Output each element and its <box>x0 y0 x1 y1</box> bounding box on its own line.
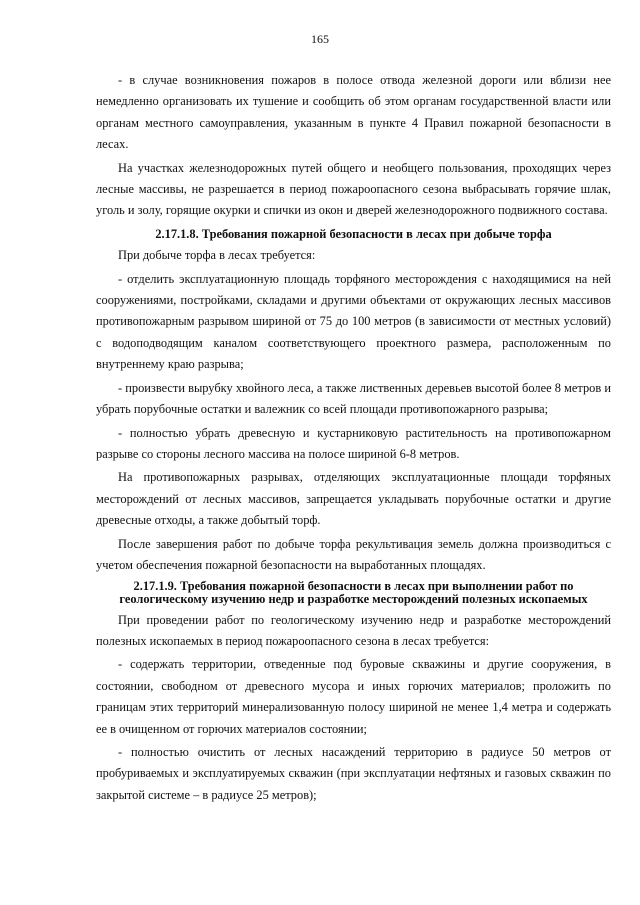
document-body <box>96 70 611 808</box>
paragraph-geology-wells: - полностью очистить от лесных насаждений территорию в радиусе 50 метров от пробуриваемых и эксплуатируемых скважин (при эксплуатации нефтяных и газовых скважин по закрытой системе – в радиусе 25 метров); <box>96 744 611 802</box>
paragraph-peat-prohibition: На противопожарных разрывах, отделяющих эксплуатационные площади торфяных месторождений от лесных массивов, запрещается укладывать порубочные остатки и другие древесные отходы, а также добытый торф. <box>96 470 611 528</box>
paragraph-geology-intro: При проведении работ по геологическому изучению недр и разработке месторождений полезных ископаемых в период пожароопасного сезона в лесах требуется: <box>96 612 611 648</box>
paragraph-geology-territories: - содержать территории, отведенные под буровые скважины и другие сооружения, в состоянии, свободном от древесного мусора и иных горючих материалов; проложить по границам этих территорий минерализованную полосу шириной не менее 1,4 метра и содержать ее в очищенном от горючих материалов состоянии; <box>96 657 611 736</box>
paragraph-peat-vegetation: - полностью убрать древесную и кустарниковую растительность на противопожарном разрыве со стороны лесного массива на полосе шириной 6-8 метров. <box>96 425 611 461</box>
section-heading-peat: 2.17.1.8. Требования пожарной безопасности в лесах при добыче торфа <box>155 226 552 241</box>
section-heading-geology: 2.17.1.9. Требования пожарной безопасности в лесах при выполнении работ по геологическому изучению недр и разработке месторождений полезных ископаемых <box>119 579 588 606</box>
paragraph-railway-restrictions: На участках железнодорожных путей общего и необщего пользования, проходящих через лесные массивы, не разрешается в период пожароопасного сезона выбрасывать горячие шлак, уголь и золу, горящие окурки и спички из окон и дверей железнодорожного подвижного состава. <box>96 160 611 218</box>
paragraph-peat-recultivation: После завершения работ по добыче торфа рекультивация земель должна производиться с учетом обеспечения пожарной безопасности на выработанных площадях. <box>96 536 611 572</box>
paragraph-peat-firebreak: - отделить эксплуатационную площадь торфяного месторождения с находящимися на ней сооружениями, постройками, складами и другими объектами от окружающих лесных массивов противопожарным разрывом шириной от 75 до 100 метров (в зависимости от местных условий) с водоподводящим каналом соответствующего проектного размера, расположенным по внутреннему краю разрыва; <box>96 271 611 372</box>
paragraph-peat-intro: При добыче торфа в лесах требуется: <box>118 248 316 263</box>
paragraph-peat-clearing: - произвести вырубку хвойного леса, а также лиственных деревьев высотой более 8 метров и убрать порубочные остатки и валежник со всей площади противопожарного разрыва; <box>96 380 611 417</box>
page-number: 165 <box>311 32 329 46</box>
paragraph-fire-response: - в случае возникновения пожаров в полосе отвода железной дороги или вблизи нее немедленно организовать их тушение и сообщить об этом органам государственной власти или органам местного самоуправления, указанным в пункте 4 Правил пожарной безопасности в лесах. <box>96 73 611 152</box>
